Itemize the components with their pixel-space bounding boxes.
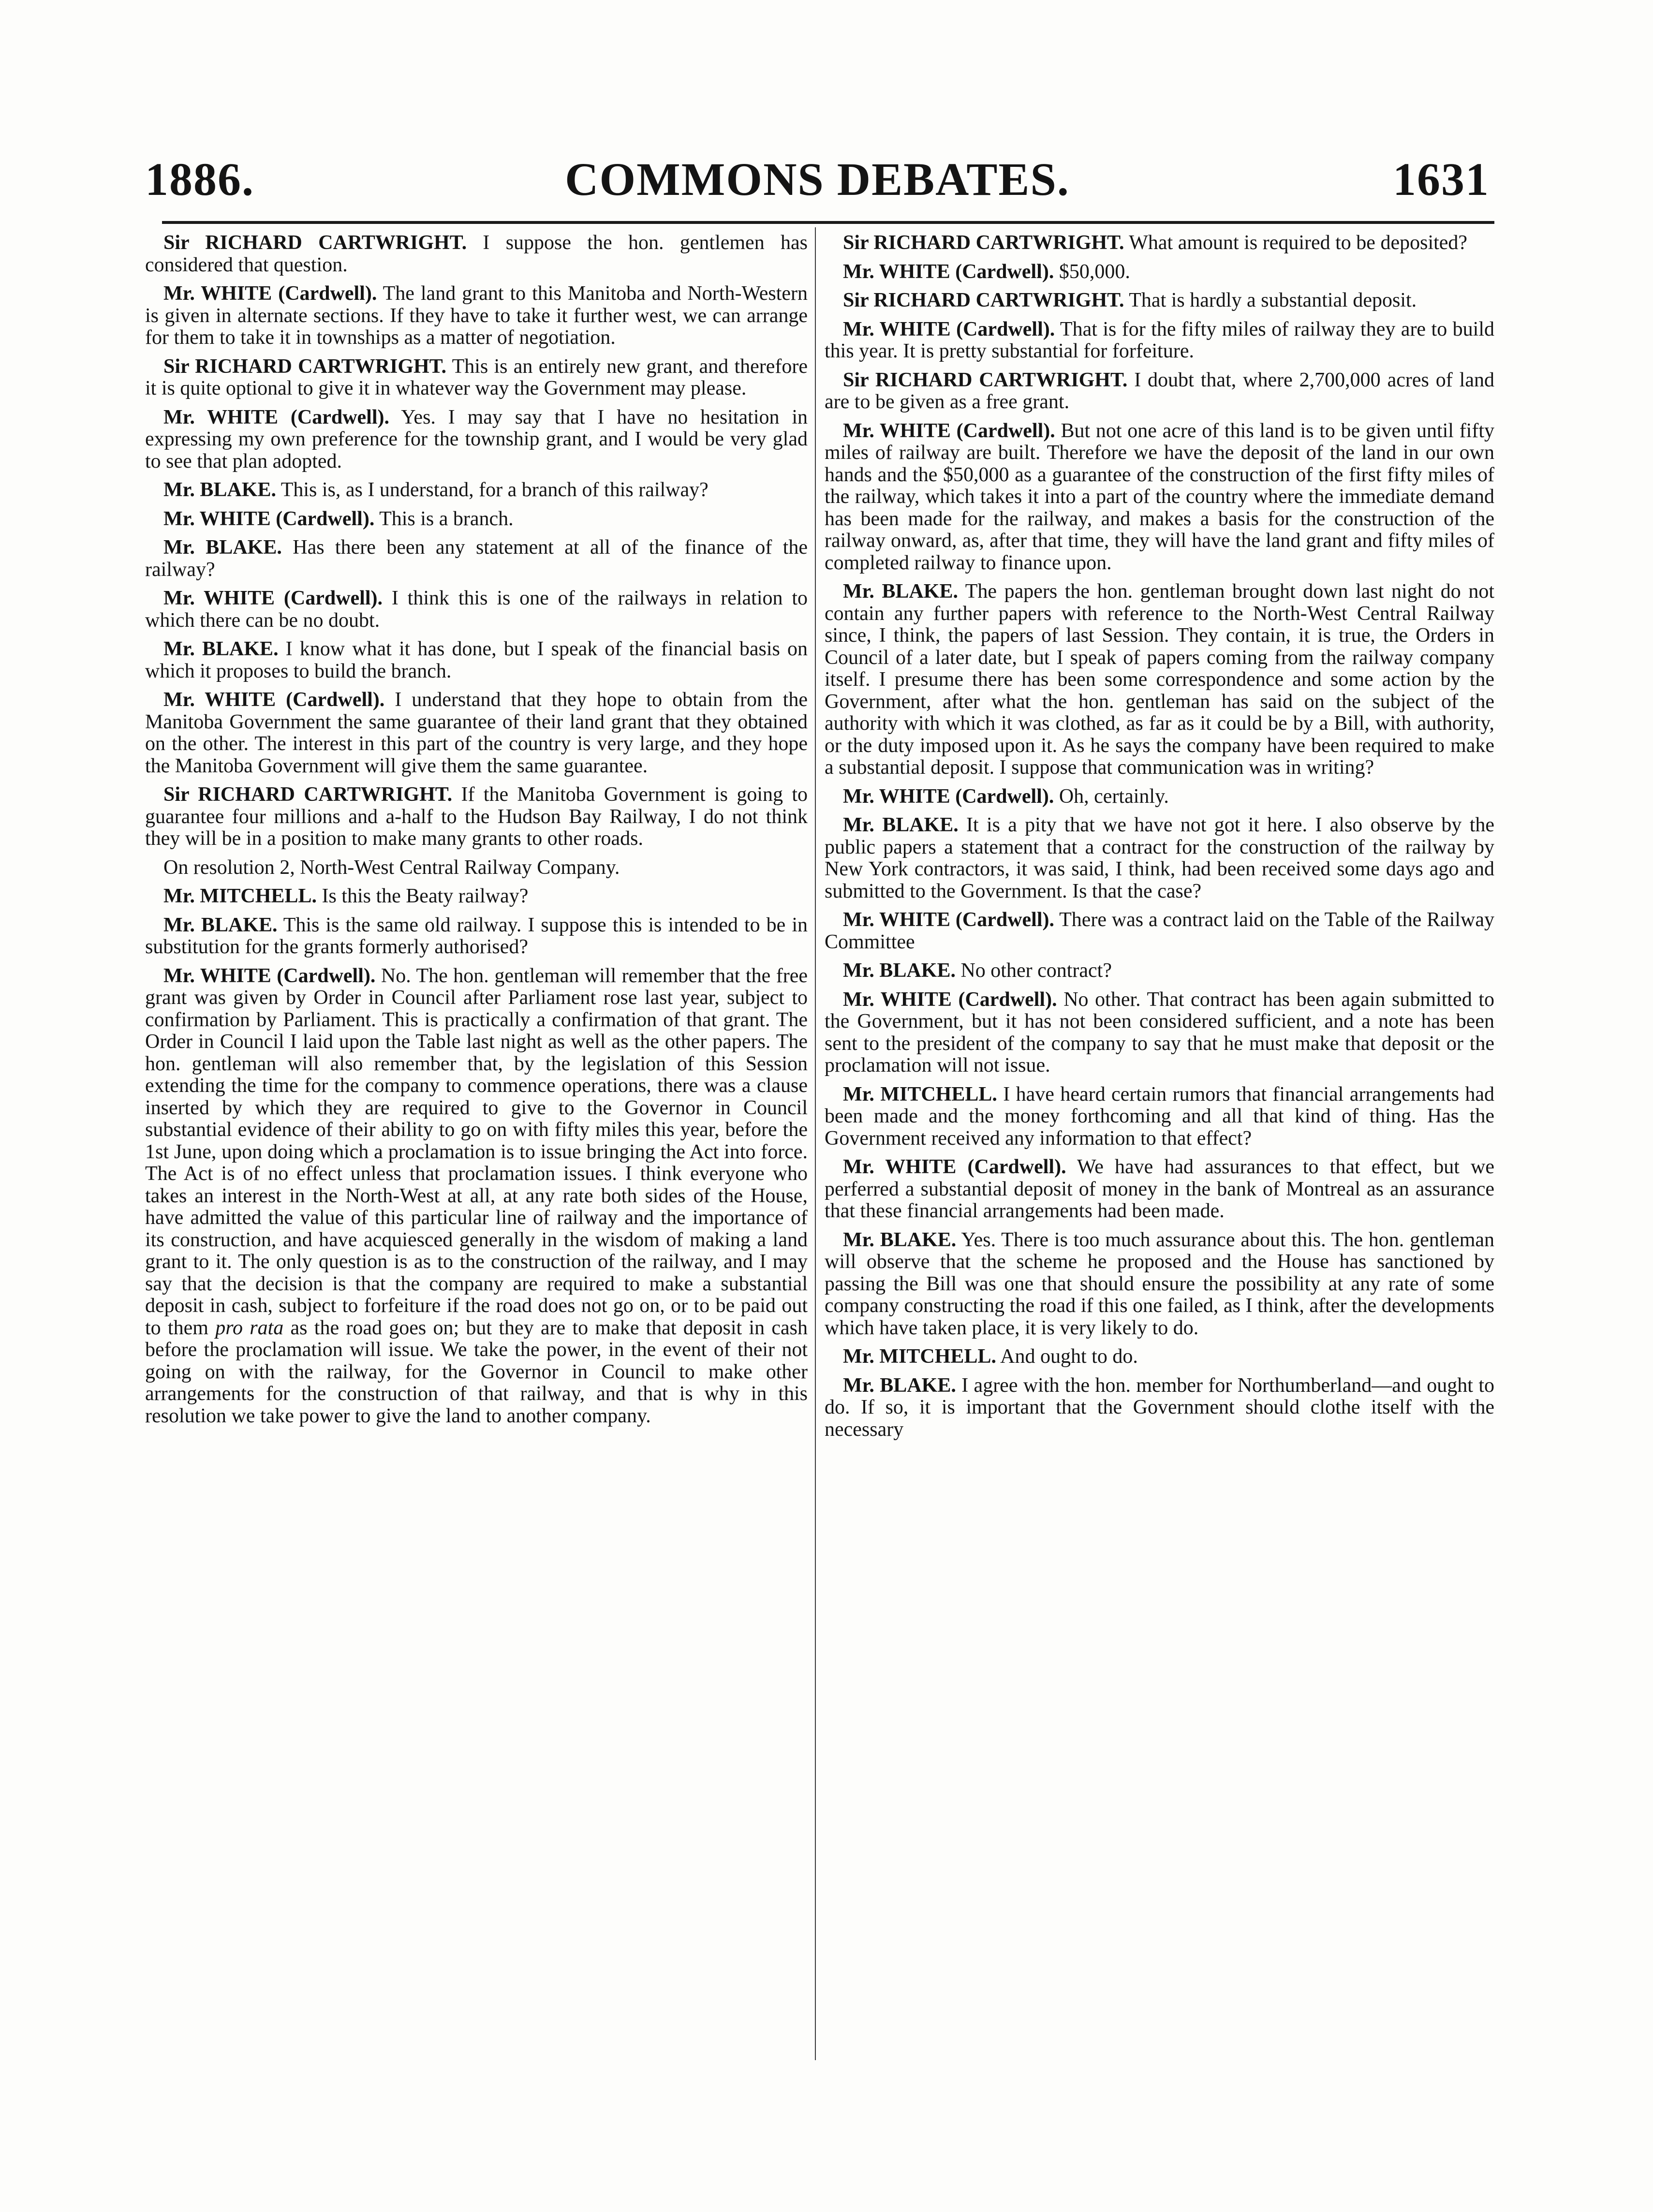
speaker-name: Mr. BLAKE. [843,959,956,982]
speech-paragraph [145,857,808,879]
speech-paragraph [825,814,1494,902]
column-divider [815,227,816,2060]
speech-paragraph [825,369,1494,413]
page-number: 1631 [1393,153,1490,205]
speaker-name: Mr. WHITE (Cardwell). [163,964,376,987]
speech-text: No other. That contract has been again submitted to the Government, but it has not been considered sufficient, and a note has been sent to the president of the company to say that he must make that deposit or the proclamation will not issue. [825,988,1494,1077]
speech-text: This is a branch. [374,507,514,530]
speech-paragraph [145,283,808,349]
speaker-name: Mr. WHITE (Cardwell). [163,689,385,711]
speech-paragraph [145,508,808,531]
speaker-name: Mr. BLAKE. [843,580,958,603]
speech-paragraph [145,232,808,276]
speech-paragraph [825,909,1494,953]
speaker-name: Sir RICHARD CARTWRIGHT. [163,783,453,806]
speech-paragraph [145,689,808,777]
speech-text: The land grant to this Manitoba and North-Western is given in alternate sections. If they have to take it further west, we can arrange for them to take it in townships as a matter of negotiation. [145,282,808,349]
speech-paragraph [825,261,1494,283]
speech-paragraph [145,479,808,501]
speaker-name: Mr. BLAKE. [843,1228,957,1251]
speech-text: I suppose the hon. gentlemen has considered that question. [145,232,808,276]
speaker-name: Mr. WHITE (Cardwell). [843,419,1055,442]
speaker-name: Mr. WHITE (Cardwell). [163,282,377,305]
speech-text-continued: as the road goes on; but they are to make that deposit in cash before the proclamation will issue. We take the power, in the event of their not going on with the railway, for the Governor in Council to make other arrangements for the construction of that railway, and that is why in this resolution we take power to give the land to another company. [145,1316,808,1427]
speaker-name: Mr. BLAKE. [163,914,278,936]
speech-text: This is the same old railway. I suppose this is intended to be in substitution for the grants formerly authorised? [145,914,808,958]
speech-text: We have had assurances to that effect, but we perferred a substantial deposit of money in the bank of Montreal as an assurance that these financial arrangements had been made. [825,1156,1494,1222]
page-header [145,152,1490,220]
speech-text: That is hardly a substantial deposit. [1124,289,1417,311]
speaker-name: Mr. BLAKE. [163,479,276,501]
speech-paragraph [825,786,1494,808]
speech-text: But not one acre of this land is to be given until fifty miles of railway are built. Therefore we have the deposit of the land in our own hands and the $50,000 as a guarantee of the construction of the first fifty miles of the railway, which takes it into a part of the country where the immediate demand has been made for the railway, and makes a basis for the construction of the railway onward, as, after that time, they will have the land grant and fifty miles of completed railway to finance upon. [825,419,1495,574]
speech-text: Is this the Beaty railway? [316,885,529,907]
speech-text: I think this is one of the railways in relation to which there can be no doubt. [145,587,808,632]
speech-paragraph [825,232,1494,254]
speaker-name: Mr. BLAKE. [163,536,282,559]
speaker-name: Mr. WHITE (Cardwell). [843,988,1057,1011]
speech-text: Yes. There is too much assurance about this. The hon. gentleman will observe that the scheme he proposed and the House has sanctioned by passing the Bill was one that should ensure the possibility at any rate of some company constructing the road if this one failed, as I think, after the developments which have taken place, it is very likely to do. [825,1228,1495,1339]
speaker-name: Sir RICHARD CARTWRIGHT. [843,232,1124,254]
speech-paragraph [825,290,1494,312]
speech-text: I understand that they hope to obtain from the Manitoba Government the same guarantee of their land grant that they obtained on the other. The interest in this part of the country is very large, and they hope the Manitoba Government will give them the same guarantee. [145,689,808,777]
speech-text: This is, as I understand, for a branch of this railway? [276,479,708,501]
speaker-name: Mr. WHITE (Cardwell). [843,1156,1066,1178]
speaker-name: Mr. WHITE (Cardwell). [163,406,390,428]
speech-text: That is for the fifty miles of railway they are to build this year. It is pretty substantial for forfeiture. [825,318,1494,362]
speaker-name: Mr. BLAKE. [843,814,959,836]
speech-text: There was a contract laid on the Table of the Railway Committee [825,909,1495,953]
speaker-name: Mr. WHITE (Cardwell). [843,260,1054,283]
speech-text: I have heard certain rumors that financial arrangements had been made and the money forthcoming and all that kind of thing. Has the Government received any information to that effect? [825,1083,1494,1150]
header-rule [162,221,1494,224]
speaker-name: Mr. MITCHELL. [843,1083,997,1106]
speech-paragraph [145,784,808,850]
speech-paragraph [145,638,808,682]
speech-paragraph [825,319,1494,363]
left-column [145,232,808,1434]
speech-text: I know what it has done, but I speak of the financial basis on which it proposes to build the branch. [145,638,808,682]
header-title: COMMONS DEBATES. [565,153,1070,205]
speech-paragraph [825,581,1494,779]
speaker-name: Mr. MITCHELL. [843,1345,996,1368]
speaker-name: Sir RICHARD CARTWRIGHT. [163,355,447,378]
speaker-name: Mr. WHITE (Cardwell). [843,785,1054,808]
speech-paragraph [825,1229,1494,1340]
speaker-name: Mr. BLAKE. [163,638,279,660]
speech-text: This is an entirely new grant, and therefore it is quite optional to give it in whatever way the Government may please. [145,355,808,399]
speech-paragraph [145,588,808,632]
speech-paragraph [825,420,1494,575]
speaker-name: Sir RICHARD CARTWRIGHT. [843,289,1124,311]
speech-paragraph [145,537,808,581]
speech-text: And ought to do. [996,1345,1138,1368]
speech-text: I doubt that, where 2,700,000 acres of land are to be given as a free grant. [825,369,1494,413]
speech-paragraph [145,965,808,1428]
speech-text: The papers the hon. gentleman brought down last night do not contain any further papers with reference to the North-West Central Railway since, I think, the papers of last Session. They contain, it is true, the Orders in Council of a later date, but I speak of papers coming from the railway company itself. I presume there has been some correspondence and some action by the Government, after what the hon. gentleman has said on the subject of the authority with which it was clothed, as far as it could be by a Bill, with authority, or the duty imposed upon it. As he says the company have been required to make a substantial deposit. I suppose that communication was in writing? [825,580,1494,779]
speech-paragraph [145,407,808,473]
speech-paragraph [145,885,808,908]
speaker-name: Mr. WHITE (Cardwell). [843,909,1054,931]
speech-paragraph [825,1156,1494,1223]
speech-text: Has there been any statement at all of the finance of the railway? [145,536,808,581]
speech-paragraph [145,914,808,959]
speaker-name: Sir RICHARD CARTWRIGHT. [163,232,467,254]
speech-paragraph [825,1375,1494,1441]
speech-text: No. The hon. gentleman will remember that the free grant was given by Order in Council after Parliament rose last year, subject to confirmation by Parliament. This is practically a confirmation of that grant. The Order in Council I laid upon the Table last night as well as the other papers. The hon. gentleman will also remember that, by the legislation of this Session extending the time for the company to commence operations, there was a clause inserted by which they are required to give to the Governor in Council substantial evidence of their ability to go on with fifty miles this year, before the 1st June, upon doing which a proclamation is to issue bringing the Act into force. The Act is of no effect unless that proclamation issues. I think everyone who takes an interest in the North-West at all, at any rate both sides of the House, have admitted the value of this particular line of railway and the importance of its construction, and have acquiesced generally in the wisdom of making a land grant to it. The only question is as to the construction of the railway, and I may say that the decision is that the company are required to make a substantial deposit in cash, subject to forfeiture if the road does not go on, or to be paid out to them [145,964,808,1339]
speech-paragraph [825,989,1494,1077]
speaker-name: Mr. MITCHELL. [163,885,317,907]
speech-text: $50,000. [1054,260,1130,283]
speech-paragraph [145,356,808,400]
speaker-name: Mr. WHITE (Cardwell). [163,507,375,530]
right-column [825,232,1494,1447]
speech-text: On resolution 2, North-West Central Railway Company. [163,856,620,879]
speaker-name: Mr. WHITE (Cardwell). [843,318,1055,340]
speech-text: It is a pity that we have not got it here. I also observe by the public papers a statement that a contract for the construction of the railway by New York contractors, it was said, I think, had been received some days ago and submitted to the Government. Is that the case? [825,814,1494,902]
speech-text: Yes. I may say that I have no hesitation in expressing my own preference for the township grant, and I would be very glad to see that plan adopted. [145,406,808,472]
speech-text: No other contract? [955,959,1112,982]
speech-paragraph [825,960,1494,982]
speech-text: Oh, certainly. [1054,785,1169,808]
speech-text: I agree with the hon. member for Northumberland—and ought to do. If so, it is important that the Government should clothe itself with the necessary [825,1374,1495,1441]
speech-paragraph [825,1084,1494,1150]
speaker-name: Mr. WHITE (Cardwell). [163,587,383,609]
italic-phrase: pro rata [215,1316,284,1339]
speaker-name: Mr. BLAKE. [843,1374,956,1397]
speech-text: If the Manitoba Government is going to guarantee four millions and a-half to the Hudson Bay Railway, I do not think they will be in a position to make many grants to other roads. [145,783,808,850]
header-year: 1886. [145,153,254,205]
speaker-name: Sir RICHARD CARTWRIGHT. [843,369,1128,391]
speech-text: What amount is required to be deposited? [1124,232,1468,254]
speech-paragraph [825,1346,1494,1368]
